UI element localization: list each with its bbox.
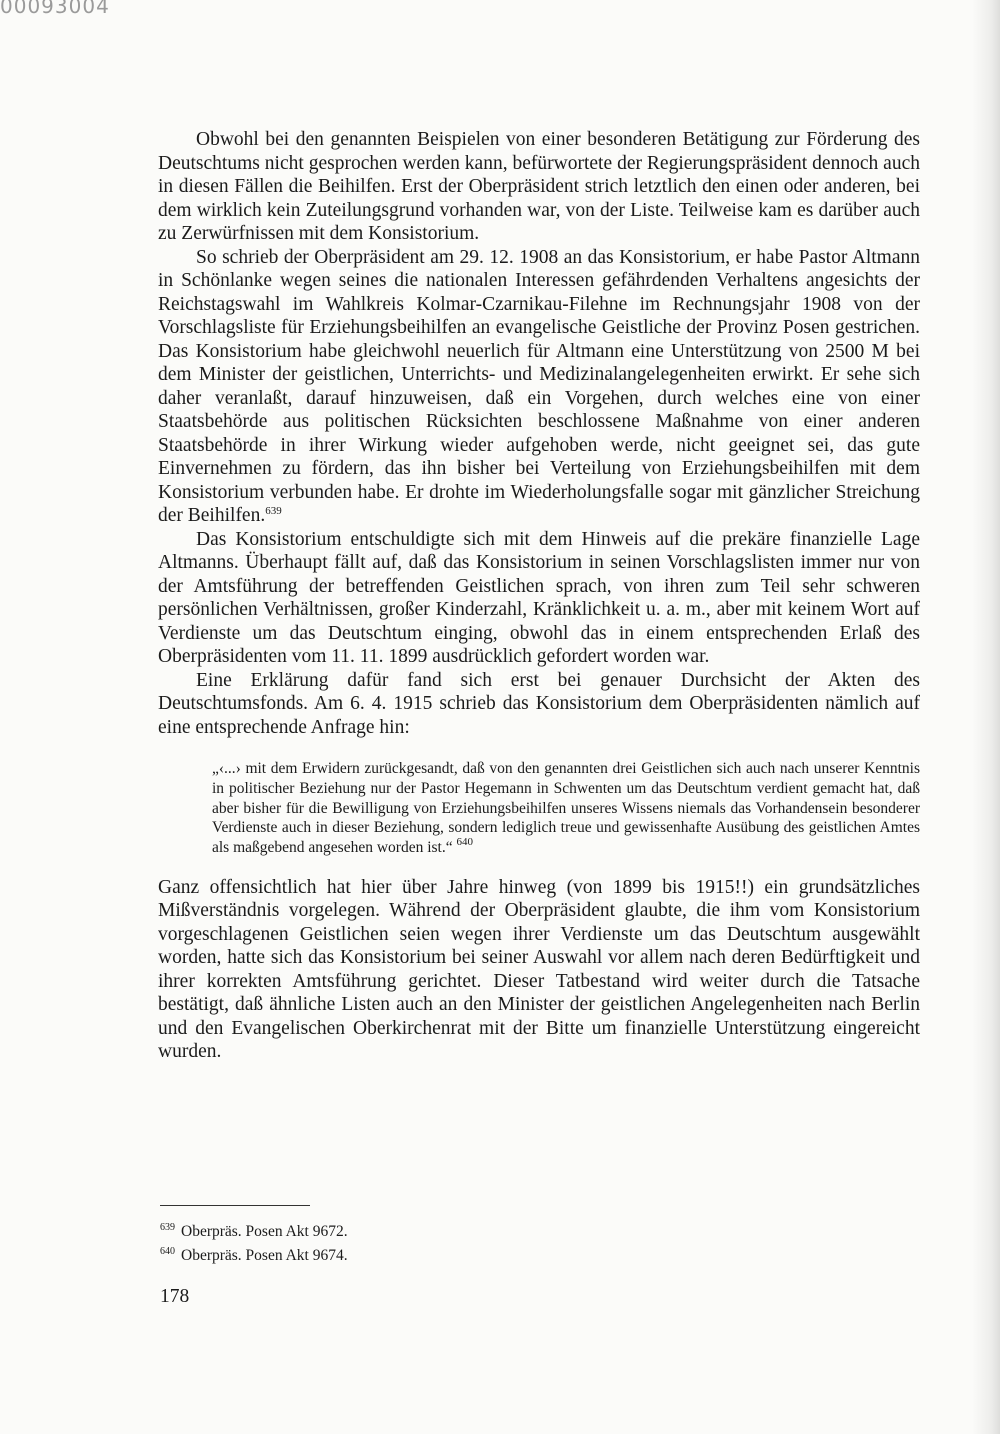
- paragraph-4: Eine Erklärung dafür fand sich erst bei genauer Durchsicht der Akten des Deutschtumsfonds. Am 6. 4. 1915 schrieb das Konsistorium dem Oberpräsidenten nämlich auf eine entsprechende Anfrage hin:: [158, 669, 920, 738]
- footnote-separator: [160, 1205, 310, 1206]
- footnote-640: [160, 1242, 348, 1266]
- footnote-ref-639[interactable]: 639: [265, 505, 282, 517]
- block-quote: [158, 759, 920, 858]
- scan-id-stamp: 00093004: [0, 0, 110, 18]
- footnote-ref-640[interactable]: 640: [456, 836, 473, 849]
- paragraph-2-text: So schrieb der Oberpräsident am 29. 12. 1908 an das Konsistorium, er habe Pastor Altmann in Schönlanke wegen seines die nationalen Interessen gefährdenden Verhaltens angesichts der Reichstagswahl im Wahlkreis Kolmar-Czarnikau-Filehne im Rechnungsjahr 1908 von der Vorschlagsliste für Erziehungsbeihilfen an evangelische Geistliche der Provinz Posen gestrichen. Das Konsistorium habe gleichwohl neuerlich für Altmann eine Unterstützung von 2500 M bei dem Minister der geistlichen, Unterrichts- und Medizinalangelegenheiten erwirkt. Er sehe sich daher veranlaßt, darauf hinzuweisen, daß ein Vorgehen, durch welches eine von einer Staatsbehörde aus politischen Rücksichten beschlossene Maßnahme von einer anderen Staatsbehörde in ihrer Wirkung wieder aufgehoben werde, nicht geeignet sei, das gute Einvernehmen zu fördern, das ihn bisher bei Verteilung von Erziehungsbeihilfen mit dem Konsistorium verbunden habe. Er drohte im Wiederholungsfalle sogar mit gänzlicher Streichung der Beihilfen.: [158, 246, 920, 526]
- footnotes: [160, 1218, 348, 1266]
- footnote-number: 639: [160, 1222, 175, 1233]
- footnote-639: [160, 1218, 348, 1242]
- footnote-text: Oberpräs. Posen Akt 9674.: [181, 1247, 348, 1264]
- page-number: 178: [160, 1286, 190, 1307]
- paragraph-2: [158, 246, 920, 528]
- footnote-text: Oberpräs. Posen Akt 9672.: [181, 1223, 348, 1240]
- paragraph-1: Obwohl bei den genannten Beispielen von einer besonderen Betätigung zur Förderung des Deutschtums nicht gesprochen werden kann, befürwortete der Regierungspräsident dennoch auch in diesen Fällen die Beihilfen. Erst der Oberpräsident strich letztlich den einen oder anderen, bei dem wirklich kein Zuteilungsgrund vorhanden war, von der Liste. Teilweise kam es darüber auch zu Zerwürfnissen mit dem Konsistorium.: [158, 129, 920, 244]
- page-edge-shadow: [972, 0, 1000, 1434]
- block-quote-text: „‹...› mit dem Erwidern zurückgesandt, daß von den genannten drei Geistlichen sich auch nach unserer Kenntnis in politischer Beziehung nur der Pastor Hegemann in Schwenten um das Deutschtum verdient gemacht hat, daß aber bisher für die Bewilligung von Erziehungsbeihilfen unseres Wissens niemals das Vorhandensein besonderer Verdienste auch in dieser Beziehung, sondern lediglich treue und gewissenhafte Ausübung des geistlichen Amtes als maßgebend angesehen worden ist.“: [212, 760, 920, 857]
- body-text: [158, 128, 920, 1064]
- paragraph-5: Ganz offensichtlich hat hier über Jahre hinweg (von 1899 bis 1915!!) ein grundsätzliches Mißverständnis vorgelegen. Während der Oberpräsident glaubte, die ihm vom Konsistorium vorgeschlagenen Geistlichen seien wegen ihrer Verdienste um das Deutschtum ausgewählt worden, hatte sich das Konsistorium bei seiner Auswahl vor allem nach deren Bedürftigkeit und ihrer korrekten Amtsführung gerichtet. Dieser Tatbestand wird weiter durch die Tatsache bestätigt, daß ähnliche Listen auch an den Minister der geistlichen Angelegenheiten nach Berlin und den Evangelischen Oberkirchenrat mit der Bitte um finanzielle Unterstützung eingereicht wurden.: [158, 876, 920, 1063]
- footnote-number: 640: [160, 1246, 175, 1257]
- paragraph-3: Das Konsistorium entschuldigte sich mit dem Hinweis auf die prekäre finanzielle Lage Altmanns. Überhaupt fällt auf, daß das Konsistorium in seinen Vorschlagslisten immer nur von der Amtsführung der betreffenden Geistlichen sprach, von ihren zum Teil sehr schweren persönlichen Verhältnissen, großer Kinderzahl, Kränklichkeit u. a. m., aber mit keinem Wort auf Verdienste um das Deutschtum einging, obwohl das in einem entsprechenden Erlaß des Oberpräsidenten vom 11. 11. 1899 ausdrücklich gefordert worden war.: [158, 528, 920, 667]
